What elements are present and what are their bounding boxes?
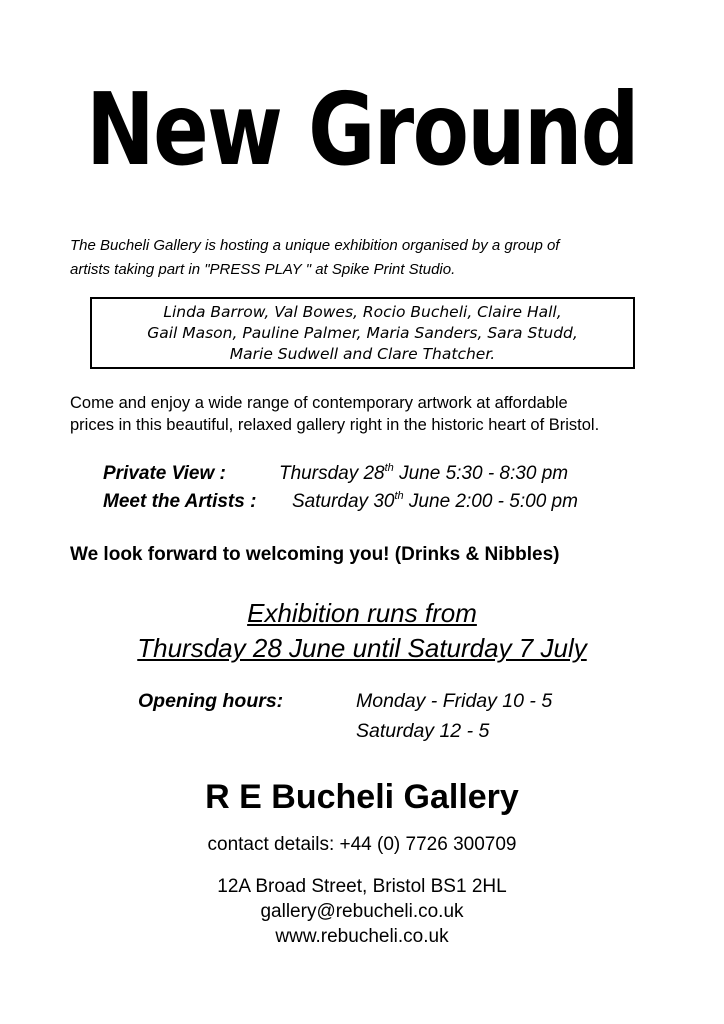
artists-line: Gail Mason, Pauline Palmer, Maria Sanders, Sara Studd, xyxy=(147,324,578,342)
opening-hours-weekday: Monday - Friday 10 - 5 xyxy=(356,690,553,712)
description-text xyxy=(70,392,660,436)
meet-artists-date xyxy=(292,490,578,513)
flyer-title: New Ground xyxy=(86,71,638,188)
description-line: Come and enjoy a wide range of contemporary artwork at affordable xyxy=(70,394,568,412)
meet-artists-suffix: th xyxy=(394,490,404,502)
private-view-date xyxy=(279,462,568,485)
artists-box xyxy=(90,297,635,369)
artists-line: Marie Sudwell and Clare Thatcher. xyxy=(229,345,496,363)
opening-hours-saturday: Saturday 12 - 5 xyxy=(356,720,490,742)
intro-text xyxy=(70,234,660,282)
gallery-name: R E Bucheli Gallery xyxy=(205,778,519,816)
intro-line: The Bucheli Gallery is hosting a unique exhibition organised by a group of xyxy=(70,237,560,254)
meet-artists-row xyxy=(103,490,578,513)
private-view-row xyxy=(103,462,568,485)
website-address: www.rebucheli.co.uk xyxy=(275,926,449,947)
opening-hours-label: Opening hours: xyxy=(138,690,284,712)
meet-artists-day: Saturday 30 xyxy=(292,491,395,512)
contact-details: contact details: +44 (0) 7726 300709 xyxy=(207,834,517,855)
welcome-text: We look forward to welcoming you! (Drinks & Nibbles) xyxy=(70,544,560,565)
artists-line: Linda Barrow, Val Bowes, Rocio Bucheli, Claire Hall, xyxy=(163,303,562,321)
email-address: gallery@rebucheli.co.uk xyxy=(260,901,464,922)
intro-line: artists taking part in "PRESS PLAY " at Spike Print Studio. xyxy=(70,261,456,278)
private-view-day: Thursday 28 xyxy=(279,463,385,484)
private-view-time: June 5:30 - 8:30 pm xyxy=(393,463,569,484)
exhibition-runs-line: Exhibition runs from xyxy=(247,598,477,628)
meet-artists-label: Meet the Artists : xyxy=(103,491,257,512)
meet-artists-time: June 2:00 - 5:00 pm xyxy=(403,491,578,512)
exhibition-dates-line: Thursday 28 June until Saturday 7 July xyxy=(137,633,587,663)
private-view-label: Private View : xyxy=(103,463,226,484)
private-view-suffix: th xyxy=(384,462,394,474)
street-address: 12A Broad Street, Bristol BS1 2HL xyxy=(217,876,507,897)
address-block xyxy=(0,874,724,949)
description-line: prices in this beautiful, relaxed gallery right in the historic heart of Bristol. xyxy=(70,416,600,434)
